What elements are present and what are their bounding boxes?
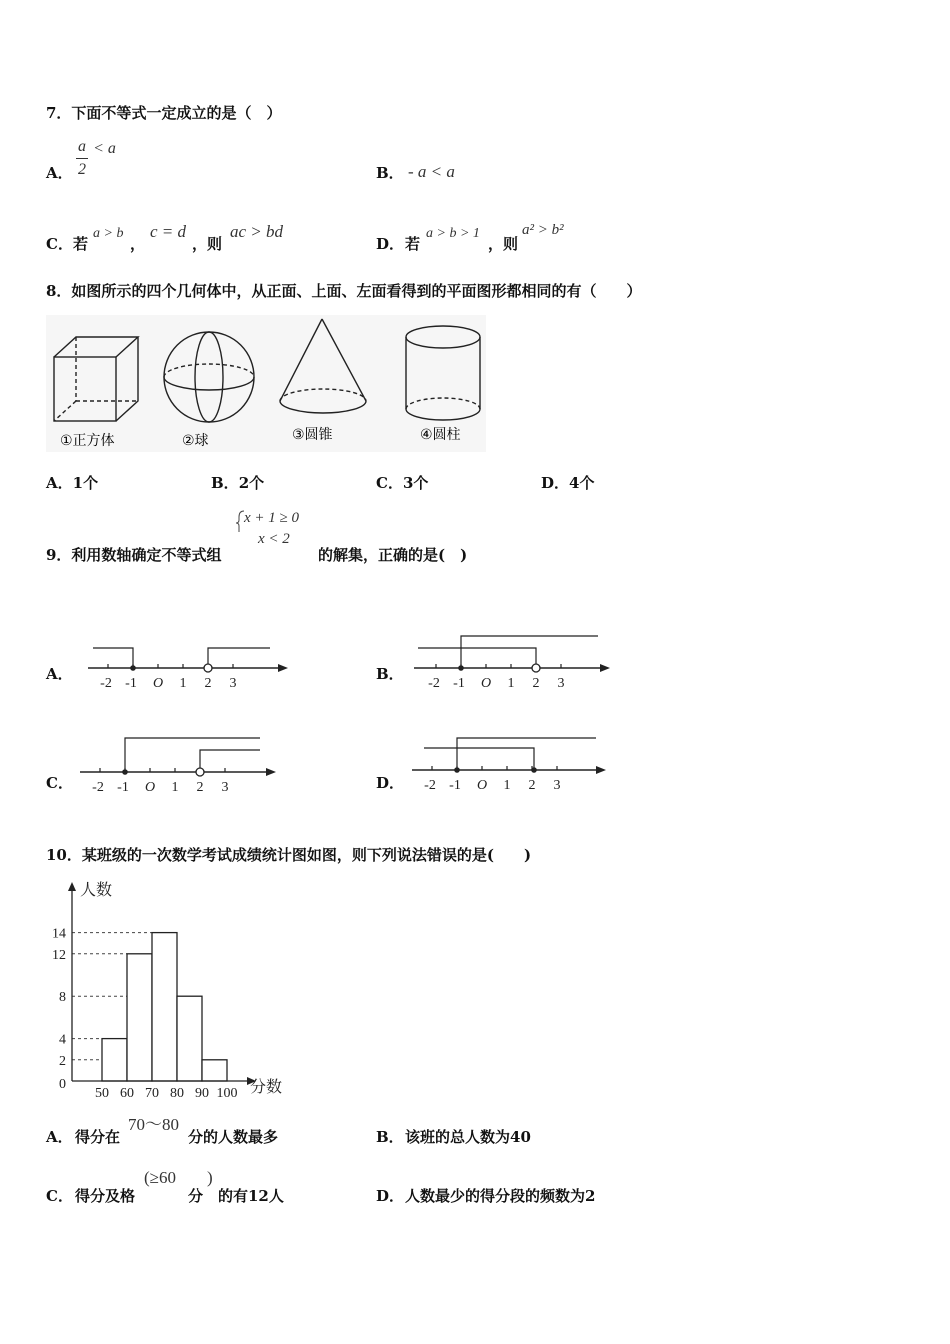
tick-label: 3: [229, 676, 237, 691]
hollow-point: [196, 768, 204, 776]
axis-arrow: [596, 766, 606, 774]
x-tick-label: 80: [170, 1086, 184, 1098]
q8-option-d-text: 4个: [569, 474, 595, 492]
q8-option-a-text: 1个: [72, 474, 99, 492]
q9-option-d-label: D．: [376, 774, 405, 792]
q8-option-b-text: 2个: [238, 474, 265, 492]
solid-point: [122, 769, 128, 775]
q7-option-b-expr: - a < a: [408, 162, 455, 181]
y-tick-label: 8: [59, 990, 66, 1006]
range-left-of-two: [418, 648, 536, 664]
q10-c-cond: (≥60: [144, 1168, 176, 1187]
y-axis-label: 人数: [80, 882, 113, 899]
range-right-of-two: [208, 648, 270, 664]
hollow-point: [204, 664, 212, 672]
q7-d-if: 若: [405, 235, 421, 253]
tick-label: -1: [453, 676, 465, 691]
q7-c-comma: ，: [130, 235, 146, 253]
q10-c-post: 的有12人: [218, 1187, 284, 1205]
range-right-of-minus-one: [457, 738, 596, 770]
q9-stem-post: 的解集，正确的是( ): [318, 546, 468, 564]
q7-d-cond: a > b > 1: [426, 226, 480, 241]
q7-option-a-expr: [76, 136, 116, 181]
q10-option-c-label: C．: [46, 1187, 73, 1205]
q7-a-fraction: [76, 136, 88, 181]
x-axis-label: 分数: [250, 1079, 283, 1096]
tick-label: 2: [528, 778, 536, 793]
q9-sys-line1: x + 1 ≥ 0: [244, 510, 300, 526]
range-right-of-minus-one: [125, 738, 260, 772]
solid-point: [130, 665, 136, 671]
number-line-a: [80, 640, 300, 696]
q10-option-d-text: 人数最少的得分段的频数为2: [405, 1187, 596, 1205]
q10-option-b-text: 该班的总人数为40: [405, 1128, 531, 1146]
axis-arrow: [266, 768, 276, 776]
range-left-of-two: [424, 748, 534, 770]
q7-d-result: a² > b²: [522, 222, 564, 238]
tick-label: 2: [204, 676, 212, 691]
y-tick-label: 2: [59, 1053, 66, 1069]
q8-option-a: [46, 472, 98, 493]
number-line-b: [408, 628, 618, 696]
q7-c-cond1: a > b: [93, 226, 124, 241]
histogram-bar-80-90: [177, 996, 202, 1081]
q8-option-c: [376, 472, 428, 493]
q7-option-d-label: D．: [376, 235, 405, 253]
q9-option-a-label: A．: [46, 665, 73, 683]
q8-option-a-label: A．: [46, 474, 73, 492]
q9-stem-pre: 9．利用数轴确定不等式组: [46, 546, 222, 564]
shape-label-cylinder: ④圆柱: [420, 427, 461, 443]
histogram-bar-70-80: [152, 933, 177, 1081]
tick-label: O: [144, 780, 156, 795]
tick-label: 2: [532, 676, 540, 691]
q8-option-c-label: C．: [376, 474, 403, 492]
histogram-bar-90-100: [202, 1060, 227, 1081]
q8-option-d: [541, 472, 594, 493]
y-tick-label: 4: [59, 1032, 66, 1048]
tick-label: 1: [171, 780, 179, 795]
x-tick-label: 100: [216, 1086, 238, 1098]
q8-option-b-label: B．: [211, 474, 239, 492]
q7-option-b-label: B．: [376, 164, 404, 182]
tick-label: O: [476, 778, 488, 793]
y-tick-labels: [52, 927, 66, 1092]
shape-label-cone: ③圆锥: [292, 427, 333, 443]
tick-label: 1: [507, 676, 515, 691]
number-line-d: [404, 730, 614, 798]
q10-a-post: 分的人数最多: [188, 1128, 279, 1146]
q7-a-numerator: a: [76, 136, 88, 159]
tick-label: 3: [557, 676, 565, 691]
axis-arrow: [600, 664, 610, 672]
x-tick-label: 90: [195, 1086, 209, 1098]
q7-c-cond2: c = d: [150, 222, 187, 241]
q9-option-b-label: B．: [376, 665, 404, 683]
histogram-bar-50-60: [102, 1039, 127, 1081]
tick-label: O: [152, 676, 164, 691]
shape-label-sphere: ②球: [182, 433, 209, 449]
q10-option-d-label: D．: [376, 1187, 405, 1205]
q10-c-pre: 得分及格: [75, 1187, 136, 1205]
tick-label: -1: [449, 778, 461, 793]
q10-c-close: ): [207, 1168, 213, 1187]
q8-option-d-label: D．: [541, 474, 570, 492]
q7-stem: 7．下面不等式一定成立的是（ ）: [46, 104, 282, 122]
q9-option-c-label: C．: [46, 774, 73, 792]
q7-c-result: ac > bd: [230, 222, 284, 241]
x-tick-label: 70: [145, 1086, 159, 1098]
q8-option-c-text: 3个: [402, 474, 429, 492]
tick-label: 2: [196, 780, 204, 795]
tick-label: -1: [125, 676, 137, 691]
tick-label: -1: [117, 780, 129, 795]
q7-d-then: ，则: [488, 235, 519, 253]
q10-c-unit: 分: [188, 1187, 204, 1205]
q8-stem: 8．如图所示的四个几何体中，从正面、上面、左面看得到的平面图形都相同的有（ ）: [46, 282, 642, 300]
q10-option-a-label: A．: [46, 1128, 73, 1146]
tick-label: 1: [179, 676, 187, 691]
tick-label: 3: [553, 778, 561, 793]
shape-label-cube: ①正方体: [60, 433, 115, 449]
tick-label: -2: [92, 780, 104, 795]
solid-point: [458, 665, 464, 671]
q7-option-c-label: C．: [46, 235, 73, 253]
y-axis-arrow: [68, 882, 76, 891]
y-tick-label: 12: [52, 947, 66, 963]
hollow-point: [532, 664, 540, 672]
q7-a-denominator: 2: [78, 161, 86, 178]
histogram-bars: [102, 933, 227, 1081]
tick-label: 3: [221, 780, 229, 795]
axis-arrow: [278, 664, 288, 672]
q10-a-range: 70～80: [128, 1115, 179, 1134]
range-left-of-minus-one: [93, 648, 133, 668]
x-tick-label: 60: [120, 1086, 134, 1098]
origin-label: 0: [59, 1077, 66, 1092]
q9-sys-line2: x < 2: [258, 531, 290, 547]
solid-point: [531, 767, 537, 773]
range-right-of-minus-one: [461, 636, 598, 668]
tick-label: 1: [503, 778, 511, 793]
q10-option-b-label: B．: [376, 1128, 404, 1146]
q8-option-b: [211, 472, 264, 493]
solid-point: [454, 767, 460, 773]
y-tick-label: 14: [52, 926, 66, 942]
range-right-of-two: [200, 750, 260, 768]
x-tick-labels: [95, 1086, 238, 1098]
tick-label: -2: [100, 676, 112, 691]
tick-label: O: [480, 676, 492, 691]
x-tick-label: 50: [95, 1086, 109, 1098]
tick-label: -2: [424, 778, 436, 793]
histogram-bar-60-70: [127, 954, 152, 1081]
q7-a-rest: < a: [93, 139, 116, 157]
q9-inequality-system: [236, 508, 316, 548]
system-brace: [236, 511, 244, 532]
q10-a-pre: 得分在: [75, 1128, 121, 1146]
q7-option-a-label: A．: [46, 164, 73, 182]
q8-solids-figure: [46, 315, 486, 452]
q10-stem: 10．某班级的一次数学考试成绩统计图如图，则下列说法错误的是( ): [46, 846, 532, 864]
number-line-c: [72, 730, 287, 798]
tick-label: -2: [428, 676, 440, 691]
q7-c-if: 若: [73, 235, 89, 253]
q7-c-then: ，则: [192, 235, 223, 253]
score-histogram: [44, 876, 294, 1098]
